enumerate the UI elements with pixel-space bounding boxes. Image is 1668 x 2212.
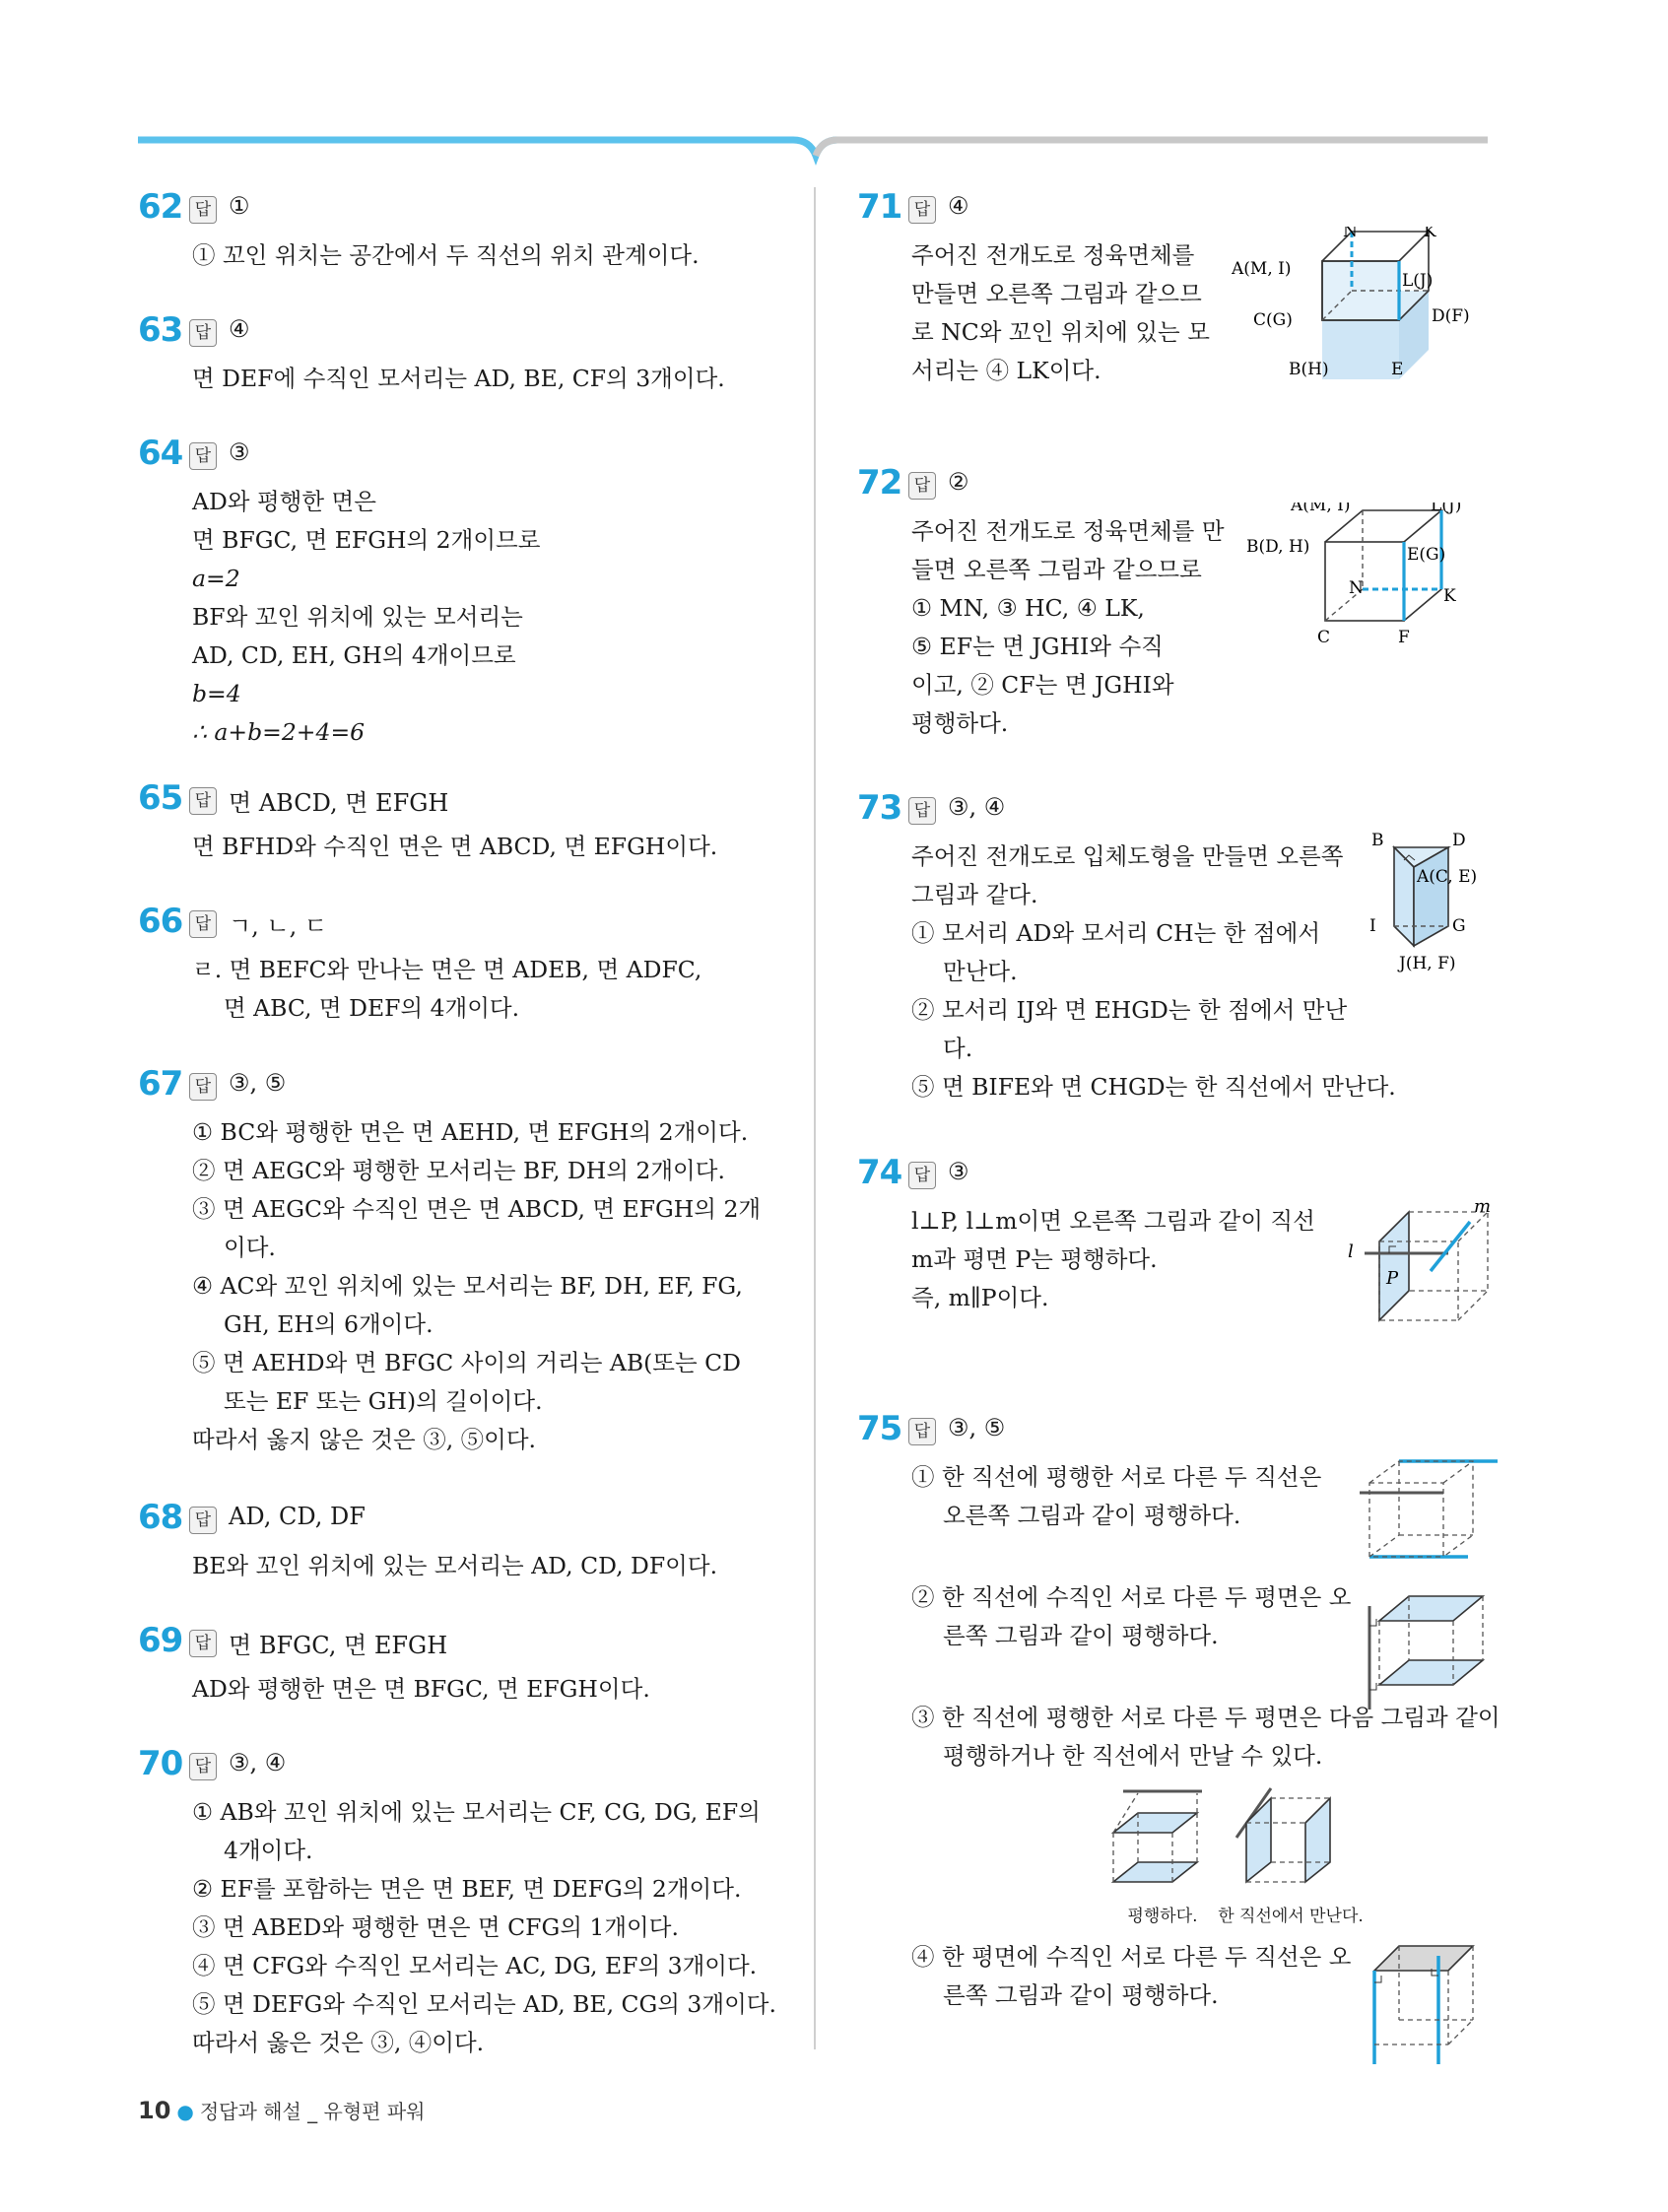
- explanation-line: AD와 평행한 면은: [192, 488, 376, 515]
- figure-caption: 한 직선에서 만난다.: [1218, 1907, 1364, 1926]
- explanation-line: 들면 오른쪽 그림과 같으므로: [911, 556, 1202, 583]
- answer-label: 답: [189, 1753, 217, 1780]
- answer-label: 답: [189, 910, 217, 938]
- vertex-label: C: [1317, 628, 1331, 647]
- answer-label: 답: [189, 1507, 217, 1534]
- problem-73: [857, 788, 1527, 1106]
- answer-value: ②: [948, 468, 969, 496]
- problem-69: [138, 1621, 808, 1709]
- explanation-line: a=2: [192, 565, 240, 592]
- problem-68: [138, 1498, 808, 1585]
- problem-number: 69: [138, 1621, 183, 1660]
- vertex-label: J(H, F): [1399, 954, 1456, 973]
- explanation-line: ③ 면 AEGC와 수직인 면은 면 ABCD, 면 EFGH의 2개: [192, 1195, 762, 1223]
- problem-number: 64: [138, 434, 183, 473]
- explanation-line: AD, CD, EH, GH의 4개이므로: [192, 641, 516, 669]
- problem-66: [138, 902, 808, 1028]
- cube-figure-72: [1246, 503, 1532, 669]
- explanation-line: 이다.: [224, 1234, 276, 1261]
- problem-72: [857, 463, 1527, 743]
- explanation-line: 4개이다.: [224, 1837, 313, 1864]
- answer-label: 답: [189, 442, 217, 470]
- problem-number: 66: [138, 902, 183, 941]
- explanation-line: 이고, ② CF는 면 JGHI와: [911, 671, 1174, 699]
- problem-67: [138, 1064, 808, 1459]
- explanation-line: 평행하다.: [911, 709, 1009, 737]
- vertex-label: E(G): [1407, 545, 1446, 565]
- problem-number: 73: [857, 788, 902, 828]
- answer-label: 답: [908, 196, 936, 224]
- answer-value: ④: [229, 315, 250, 343]
- explanation-line: ④ AC와 꼬인 위치에 있는 모서리는 BF, DH, EF, FG,: [192, 1272, 743, 1300]
- vertex-label: K: [1443, 586, 1456, 606]
- vertex-label: L(J): [1431, 503, 1462, 515]
- answer-value: 면 BFGC, 면 EFGH: [229, 1632, 448, 1659]
- explanation-line: 평행하거나 한 직선에서 만날 수 있다.: [943, 1742, 1323, 1770]
- parallel-planes-figure: [1360, 1586, 1507, 1718]
- explanation-line: ⑤ 면 AEHD와 면 BFGC 사이의 거리는 AB(또는 CD: [192, 1349, 741, 1376]
- cube-figure-71: [1232, 227, 1527, 403]
- explanation-line: 만들면 오른쪽 그림과 같으므: [911, 280, 1202, 307]
- answer-value: 면 ABCD, 면 EFGH: [229, 789, 449, 817]
- explanation-line: 즉, m∥P이다.: [911, 1284, 1049, 1311]
- vertex-label: F: [1398, 628, 1410, 647]
- problem-number: 62: [138, 187, 183, 227]
- parallel-lines-figure: [1360, 1453, 1507, 1571]
- explanation-line: ② 면 AEGC와 평행한 모서리는 BF, DH의 2개이다.: [192, 1157, 725, 1184]
- planes-parallel-figure: [1103, 1783, 1212, 1896]
- vertex-label: A(M, I): [1291, 503, 1351, 515]
- explanation-line: ② 한 직선에 수직인 서로 다른 두 평면은 오: [911, 1583, 1352, 1611]
- vertex-label: A(C, E): [1417, 867, 1478, 887]
- explanation-line: 로 NC와 꼬인 위치에 있는 모: [911, 318, 1210, 346]
- explanation-line: ④ 한 평면에 수직인 서로 다른 두 직선은 오: [911, 1943, 1352, 1971]
- answer-label: 답: [908, 1418, 936, 1445]
- explanation-line: 따라서 옳지 않은 것은 ③, ⑤이다.: [192, 1426, 537, 1453]
- answer-value: ㄱ, ㄴ, ㄷ: [229, 912, 328, 940]
- explanation-line: 른쪽 그림과 같이 평행하다.: [943, 1622, 1219, 1649]
- explanation-line: ⑤ 면 BIFE와 면 CHGD는 한 직선에서 만난다.: [911, 1073, 1396, 1101]
- explanation-line: ① 한 직선에 평행한 서로 다른 두 직선은: [911, 1463, 1322, 1491]
- answer-label: 답: [189, 319, 217, 347]
- problem-65: [138, 778, 808, 866]
- explanation-line: 서리는 ④ LK이다.: [911, 357, 1101, 384]
- explanation-line: AD와 평행한 면은 면 BFGC, 면 EFGH이다.: [192, 1675, 650, 1703]
- explanation-line: 또는 EF 또는 GH)의 길이이다.: [224, 1387, 543, 1415]
- problem-number: 68: [138, 1498, 183, 1537]
- vertex-label: L(J): [1402, 271, 1434, 291]
- answer-label: 답: [908, 797, 936, 825]
- vertex-label: E: [1391, 360, 1404, 379]
- explanation-line: 따라서 옳은 것은 ③, ④이다.: [192, 2029, 485, 2056]
- answer-label: 답: [189, 787, 217, 815]
- explanation-line: 다.: [943, 1035, 973, 1062]
- bullet-icon: ●: [176, 2100, 194, 2123]
- answer-label: 답: [189, 1073, 217, 1101]
- planes-intersect-figure: [1227, 1783, 1340, 1896]
- explanation-line: ① AB와 꼬인 위치에 있는 모서리는 CF, CG, DG, EF의: [192, 1798, 761, 1826]
- answer-value: ④: [948, 192, 969, 220]
- answer-label: 답: [908, 1162, 936, 1189]
- problem-number: 70: [138, 1744, 183, 1783]
- answer-value: ③: [229, 438, 250, 466]
- problem-71: [857, 187, 1527, 390]
- problem-70: [138, 1744, 808, 2062]
- explanation-line: 면 DEF에 수직인 모서리는 AD, BE, CF의 3개이다.: [192, 365, 725, 392]
- explanation-line: ③ 한 직선에 평행한 서로 다른 두 평면은 다음 그림과 같이: [911, 1704, 1501, 1731]
- explanation-line: ① 꼬인 위치는 공간에서 두 직선의 위치 관계이다.: [192, 241, 700, 269]
- vertex-label: B(D, H): [1246, 537, 1310, 557]
- perpendicular-lines-figure: [1365, 1941, 1512, 2073]
- explanation-line: 그림과 같다.: [911, 881, 1038, 908]
- explanation-line: 주어진 전개도로 입체도형을 만들면 오른쪽: [911, 842, 1344, 870]
- explanation-line: 른쪽 그림과 같이 평행하다.: [943, 1981, 1219, 2009]
- answer-label: 답: [189, 1630, 217, 1657]
- problem-number: 67: [138, 1064, 183, 1104]
- explanation-line: ③ 면 ABED와 평행한 면은 면 CFG의 1개이다.: [192, 1913, 679, 1941]
- problem-number: 72: [857, 463, 902, 503]
- explanation-line: 오른쪽 그림과 같이 평행하다.: [943, 1502, 1241, 1529]
- explanation-line: ① 모서리 AD와 모서리 CH는 한 점에서: [911, 919, 1321, 947]
- explanation-line: ① BC와 평행한 면은 면 AEHD, 면 EFGH의 2개이다.: [192, 1118, 749, 1146]
- prism-figure-73: [1360, 828, 1527, 989]
- vertex-label: I: [1369, 916, 1376, 936]
- problem-63: [138, 310, 808, 398]
- explanation-line: m과 평면 P는 평행하다.: [911, 1245, 1158, 1273]
- explanation-line: 주어진 전개도로 정육면체를 만: [911, 517, 1225, 545]
- explanation-line: ② 모서리 IJ와 면 EHGD는 한 점에서 만난: [911, 996, 1348, 1024]
- explanation-line: BE와 꼬인 위치에 있는 모서리는 AD, CD, DF이다.: [192, 1552, 718, 1579]
- problem-number: 63: [138, 310, 183, 350]
- vertex-label: B: [1371, 831, 1384, 850]
- explanation-line: ⑤ EF는 면 JGHI와 수직: [911, 633, 1164, 660]
- answer-label: 답: [908, 472, 936, 500]
- explanation-line: ④ 면 CFG와 수직인 모서리는 AC, DG, EF의 3개이다.: [192, 1952, 758, 1979]
- vertex-label: C(G): [1253, 310, 1293, 330]
- line-label: l: [1348, 1241, 1354, 1262]
- answer-value: ③, ④: [948, 793, 1006, 821]
- header-bar: [0, 0, 1668, 168]
- answer-value: ③, ⑤: [948, 1414, 1006, 1441]
- vertex-label: G: [1452, 916, 1466, 936]
- explanation-line: 면 BFHD와 수직인 면은 면 ABCD, 면 EFGH이다.: [192, 833, 718, 860]
- explanation-line: ① MN, ③ HC, ④ LK,: [911, 594, 1145, 622]
- explanation-line: 만난다.: [943, 958, 1018, 985]
- answer-value: AD, CD, DF: [229, 1503, 366, 1530]
- vertex-label: D(F): [1432, 306, 1470, 326]
- page-number: 10: [138, 2097, 171, 2124]
- problem-number: 65: [138, 778, 183, 818]
- footer-title: 정답과 해설 _ 유형편 파워: [199, 2100, 426, 2123]
- explanation-line: 주어진 전개도로 정육면체를: [911, 241, 1195, 269]
- problem-number: 75: [857, 1409, 902, 1448]
- vertex-label: B(H): [1289, 360, 1329, 379]
- explanation-line: BF와 꼬인 위치에 있는 모서리는: [192, 603, 523, 631]
- problem-number: 71: [857, 187, 902, 227]
- line-label: m: [1474, 1196, 1492, 1217]
- figure-caption: 평행하다.: [1127, 1907, 1198, 1926]
- explanation-line: ② EF를 포함하는 면은 면 BEF, 면 DEFG의 2개이다.: [192, 1875, 742, 1903]
- explanation-line: ∴ a+b=2+4=6: [192, 718, 366, 746]
- problem-64: [138, 434, 808, 752]
- explanation-line: ⑤ 면 DEFG와 수직인 모서리는 AD, BE, CG의 3개이다.: [192, 1990, 776, 2018]
- answer-value: ③, ⑤: [229, 1069, 287, 1097]
- vertex-label: K: [1424, 227, 1436, 241]
- explanation-line: 면 BFGC, 면 EFGH의 2개이므로: [192, 526, 541, 554]
- plane-label: P: [1386, 1268, 1399, 1289]
- problem-74: [857, 1153, 1527, 1317]
- answer-value: ③, ④: [229, 1749, 287, 1776]
- answer-value: ③: [948, 1158, 969, 1185]
- problem-62: [138, 187, 808, 275]
- answer-label: 답: [189, 196, 217, 224]
- problem-75: [857, 1409, 1527, 2015]
- explanation-line: ㄹ. 면 BEFC와 만나는 면은 면 ADEB, 면 ADFC,: [192, 956, 702, 983]
- explanation-line: 면 ABC, 면 DEF의 4개이다.: [224, 994, 520, 1022]
- vertex-label: D: [1452, 831, 1466, 850]
- answer-value: ①: [229, 192, 250, 220]
- explanation-line: l⊥P, l⊥m이면 오른쪽 그림과 같이 직선: [911, 1207, 1315, 1235]
- vertex-label: N: [1343, 227, 1358, 241]
- page-footer: [138, 2096, 426, 2124]
- plane-line-figure-74: [1340, 1192, 1527, 1344]
- explanation-line: b=4: [192, 680, 241, 707]
- column-divider: [814, 187, 816, 2049]
- problem-number: 74: [857, 1153, 902, 1192]
- explanation-line: GH, EH의 6개이다.: [224, 1310, 434, 1338]
- vertex-label: A(M, I): [1232, 259, 1292, 279]
- vertex-label: N: [1349, 578, 1364, 598]
